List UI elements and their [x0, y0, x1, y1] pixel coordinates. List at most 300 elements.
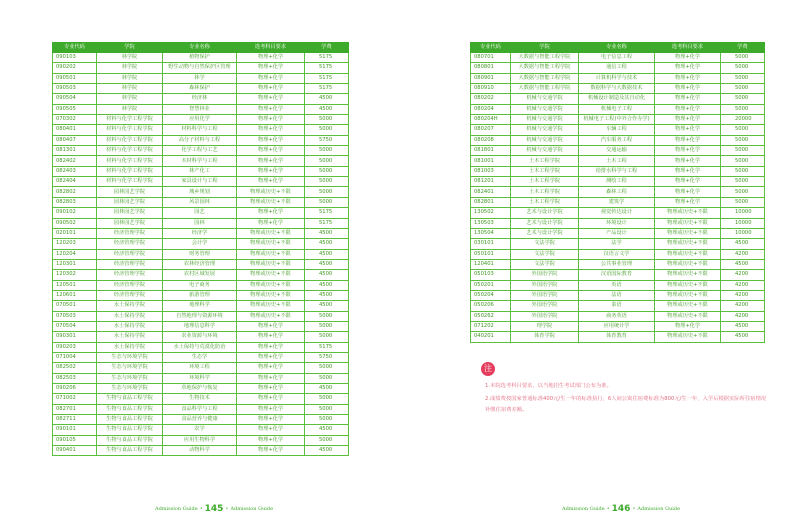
cell-subjects: 物理+化学: [237, 166, 305, 176]
cell-fee: 5000: [721, 156, 765, 166]
cell-subjects: 物理+化学: [237, 415, 305, 425]
cell-fee: 5000: [305, 363, 349, 373]
cell-subjects: 物理+化学: [237, 404, 305, 414]
cell-major: 通信工程: [579, 63, 655, 73]
cell-code: 070503: [53, 311, 97, 321]
table-row: [53, 197, 349, 207]
cell-major: 应用生物科学: [163, 435, 237, 445]
cell-college: 园林园艺学院: [97, 208, 163, 218]
table-row: [471, 332, 765, 342]
table-row: [53, 259, 349, 269]
cell-fee: 5750: [305, 135, 349, 145]
cell-college: 艺术与设计学院: [511, 228, 579, 238]
cell-code: 090505: [53, 104, 97, 114]
cell-college: 机械与交通学院: [511, 125, 579, 135]
cell-code: 080204: [471, 104, 511, 114]
cell-fee: 4500: [305, 446, 349, 456]
page-number: 146: [611, 504, 631, 514]
cell-code: 090105: [53, 435, 97, 445]
table-header-row: [471, 43, 765, 53]
cell-code: 090502: [53, 218, 97, 228]
cell-subjects: 物理+化学: [655, 53, 721, 63]
table-row: [471, 115, 765, 125]
table-row: [471, 177, 765, 187]
cell-subjects: 物理+化学: [237, 63, 305, 73]
cell-subjects: 物理或历史+不限: [655, 280, 721, 290]
cell-code: 070504: [53, 321, 97, 331]
cell-fee: 5000: [305, 321, 349, 331]
cell-code: 080207: [471, 125, 511, 135]
cell-major: 生物技术: [163, 394, 237, 404]
cell-college: 机械与交通学院: [511, 94, 579, 104]
cell-major: 野生动物与自然保护区管理: [163, 63, 237, 73]
cell-major: 自然地理与资源环境: [163, 311, 237, 321]
table-row: [53, 228, 349, 238]
cell-code: 030101: [471, 239, 511, 249]
cell-fee: 5000: [305, 197, 349, 207]
cell-code: 120204: [53, 249, 97, 259]
cell-college: 材料与化学工程学院: [97, 146, 163, 156]
cell-college: 林学院: [97, 104, 163, 114]
cell-code: 081301: [53, 146, 97, 156]
cell-major: 材料科学与工程: [163, 125, 237, 135]
cell-major: 风景园林: [163, 197, 237, 207]
cell-code: 082502: [53, 363, 97, 373]
cell-major: 公共事业管理: [579, 259, 655, 269]
cell-college: 林学院: [97, 63, 163, 73]
table-row: [53, 73, 349, 83]
cell-subjects: 物理+化学: [237, 373, 305, 383]
page-footer-146: Admission Guide • 146 • Admission Guide: [562, 504, 681, 514]
cell-college: 生态与环境学院: [97, 363, 163, 373]
table-row: [471, 259, 765, 269]
cell-college: 大数据与智能工程学院: [511, 84, 579, 94]
cell-code: 070302: [53, 115, 97, 125]
left-majors-table: [52, 42, 349, 456]
cell-fee: 10000: [721, 218, 765, 228]
cell-code: 071202: [471, 321, 511, 331]
cell-college: 大数据与智能工程学院: [511, 63, 579, 73]
cell-college: 材料与化学工程学院: [97, 115, 163, 125]
cell-major: 应用统计学: [579, 321, 655, 331]
cell-college: 土木工程学院: [511, 187, 579, 197]
cell-major: 给排水科学与工程: [579, 166, 655, 176]
table-row: [471, 104, 765, 114]
cell-subjects: 物理+化学: [237, 435, 305, 445]
cell-code: 120501: [53, 280, 97, 290]
cell-college: 材料与化学工程学院: [97, 125, 163, 135]
cell-subjects: 物理+化学: [655, 94, 721, 104]
cell-fee: 5000: [721, 146, 765, 156]
cell-fee: 5175: [305, 208, 349, 218]
cell-code: 090501: [53, 73, 97, 83]
note-icon: 注: [481, 362, 495, 376]
cell-code: 090103: [53, 53, 97, 63]
cell-college: 材料与化学工程学院: [97, 177, 163, 187]
cell-major: 机械电子工程(中外合作办学): [579, 115, 655, 125]
cell-major: 经济林: [163, 94, 237, 104]
cell-college: 林学院: [97, 94, 163, 104]
table-row: [471, 249, 765, 259]
table-row: [471, 270, 765, 280]
table-row: [471, 197, 765, 207]
table-row: [53, 239, 349, 249]
cell-major: 森林工程: [579, 187, 655, 197]
table-row: [471, 146, 765, 156]
cell-subjects: 物理+化学: [237, 135, 305, 145]
cell-major: 旅游管理: [163, 290, 237, 300]
table-row: [471, 156, 765, 166]
header-fee: 学费: [305, 43, 349, 53]
cell-major: 数据科学与大数据技术: [579, 84, 655, 94]
cell-major: 农村区域发展: [163, 270, 237, 280]
cell-college: 生物与食品工程学院: [97, 425, 163, 435]
cell-code: 090401: [53, 446, 97, 456]
cell-code: 081201: [471, 177, 511, 187]
cell-subjects: 物理+化学: [237, 425, 305, 435]
cell-college: 机械与交通学院: [511, 115, 579, 125]
cell-subjects: 物理+化学: [655, 135, 721, 145]
cell-fee: 4200: [721, 270, 765, 280]
table-row: [53, 146, 349, 156]
table-row: [53, 135, 349, 145]
cell-college: 机械与交通学院: [511, 104, 579, 114]
cell-major: 食品营养与健康: [163, 415, 237, 425]
table-row: [53, 446, 349, 456]
header-code: 专业代码: [53, 43, 97, 53]
cell-subjects: 物理+化学: [237, 104, 305, 114]
right-majors-table: [470, 42, 765, 343]
cell-subjects: 物理或历史+不限: [237, 187, 305, 197]
cell-fee: 5750: [305, 352, 349, 362]
cell-major: 机械电子工程: [579, 104, 655, 114]
cell-major: 农业资源与环境: [163, 332, 237, 342]
cell-subjects: 物理+化学: [655, 177, 721, 187]
cell-college: 材料与化学工程学院: [97, 166, 163, 176]
cell-code: 050103: [471, 270, 511, 280]
cell-subjects: 物理+化学: [237, 342, 305, 352]
cell-code: 130502: [471, 208, 511, 218]
cell-fee: 4500: [305, 384, 349, 394]
cell-college: 生物与食品工程学院: [97, 415, 163, 425]
cell-fee: 5175: [305, 218, 349, 228]
cell-code: 081801: [471, 146, 511, 156]
table-row: [53, 177, 349, 187]
table-row: [53, 332, 349, 342]
header-major: 专业名称: [163, 43, 237, 53]
cell-subjects: 物理或历史+不限: [655, 301, 721, 311]
cell-fee: 5000: [721, 63, 765, 73]
cell-major: 植物保护: [163, 53, 237, 63]
right-page: [400, 0, 800, 520]
table-row: [53, 352, 349, 362]
cell-fee: 4500: [305, 280, 349, 290]
cell-fee: 5000: [721, 187, 765, 197]
table-row: [471, 187, 765, 197]
cell-college: 体育学院: [511, 332, 579, 342]
cell-subjects: 物理+化学: [237, 394, 305, 404]
cell-subjects: 物理或历史+不限: [655, 228, 721, 238]
cell-code: 120301: [53, 259, 97, 269]
cell-college: 园林园艺学院: [97, 197, 163, 207]
cell-major: 园艺: [163, 208, 237, 218]
cell-code: 082701: [53, 404, 97, 414]
cell-subjects: 物理或历史+不限: [237, 290, 305, 300]
cell-code: 090504: [53, 94, 97, 104]
cell-code: 082711: [53, 415, 97, 425]
table-row: [53, 404, 349, 414]
cell-subjects: 物理+化学: [655, 321, 721, 331]
table-row: [53, 156, 349, 166]
cell-subjects: 物理+化学: [237, 321, 305, 331]
cell-college: 机械与交通学院: [511, 135, 579, 145]
cell-fee: 4500: [305, 104, 349, 114]
table-row: [53, 218, 349, 228]
cell-major: 土木工程: [579, 156, 655, 166]
cell-subjects: 物理+化学: [237, 332, 305, 342]
cell-college: 经济管理学院: [97, 290, 163, 300]
cell-code: 090301: [53, 332, 97, 342]
table-row: [471, 73, 765, 83]
cell-major: 产品设计: [579, 228, 655, 238]
cell-college: 土木工程学院: [511, 166, 579, 176]
cell-major: 英语: [579, 280, 655, 290]
note-line-1: 1.本院选考科目要求，以当地招生考试部门公布为准。: [485, 383, 612, 389]
cell-subjects: 物理+化学: [655, 84, 721, 94]
cell-subjects: 物理+化学: [237, 84, 305, 94]
cell-college: 文法学院: [511, 249, 579, 259]
table-row: [53, 94, 349, 104]
cell-subjects: 物理+化学: [237, 146, 305, 156]
cell-college: 水土保持学院: [97, 321, 163, 331]
cell-major: 建筑学: [579, 197, 655, 207]
cell-fee: 5000: [305, 166, 349, 176]
cell-code: 082403: [53, 166, 97, 176]
cell-fee: 5000: [305, 146, 349, 156]
table-row: [53, 311, 349, 321]
cell-code: 090203: [53, 342, 97, 352]
cell-college: 经济管理学院: [97, 280, 163, 290]
table-row: [53, 84, 349, 94]
cell-college: 经济管理学院: [97, 249, 163, 259]
cell-college: 水土保持学院: [97, 301, 163, 311]
table-row: [53, 208, 349, 218]
table-row: [471, 239, 765, 249]
cell-subjects: 物理或历史+不限: [237, 301, 305, 311]
cell-subjects: 物理或历史+不限: [237, 197, 305, 207]
cell-major: 动物科学: [163, 446, 237, 456]
cell-major: 汽车服务工程: [579, 135, 655, 145]
cell-subjects: 物理+化学: [237, 208, 305, 218]
cell-fee: 5000: [721, 197, 765, 207]
cell-code: 080401: [53, 125, 97, 135]
cell-code: 120601: [53, 290, 97, 300]
cell-fee: 5000: [721, 73, 765, 83]
cell-fee: 5000: [721, 166, 765, 176]
table-row: [471, 125, 765, 135]
cell-college: 水土保持学院: [97, 342, 163, 352]
table-row: [471, 218, 765, 228]
cell-major: 城乡规划: [163, 187, 237, 197]
cell-major: 车辆工程: [579, 125, 655, 135]
cell-subjects: 物理或历史+不限: [237, 228, 305, 238]
table-row: [53, 115, 349, 125]
cell-subjects: 物理+化学: [237, 94, 305, 104]
cell-college: 生物与食品工程学院: [97, 404, 163, 414]
cell-college: 林学院: [97, 53, 163, 63]
cell-subjects: 物理+化学: [655, 197, 721, 207]
cell-major: 林学: [163, 73, 237, 83]
cell-subjects: 物理或历史+不限: [655, 218, 721, 228]
cell-code: 080204H: [471, 115, 511, 125]
cell-major: 电子信息工程: [579, 53, 655, 63]
cell-major: 草地保护与恢复: [163, 384, 237, 394]
cell-fee: 4500: [305, 270, 349, 280]
header-subjects: 选考科目要求: [237, 43, 305, 53]
cell-college: 文法学院: [511, 259, 579, 269]
cell-college: 外国语学院: [511, 301, 579, 311]
cell-college: 林学院: [97, 73, 163, 83]
page-footer-145: Admission Guide • 145 • Admission Guide: [155, 504, 274, 514]
cell-college: 经济管理学院: [97, 259, 163, 269]
table-row: [53, 384, 349, 394]
cell-major: 电子商务: [163, 280, 237, 290]
cell-subjects: 物理+化学: [655, 166, 721, 176]
cell-major: 家具设计与工程: [163, 177, 237, 187]
cell-major: 木材科学与工程: [163, 156, 237, 166]
cell-fee: 4500: [305, 94, 349, 104]
cell-fee: 5000: [721, 84, 765, 94]
table-row: [471, 301, 765, 311]
cell-fee: 4500: [305, 249, 349, 259]
cell-college: 外国语学院: [511, 270, 579, 280]
table-row: [53, 435, 349, 445]
cell-fee: 5000: [721, 104, 765, 114]
cell-fee: 4500: [305, 290, 349, 300]
footer-guide-text: Admission Guide: [155, 506, 198, 512]
cell-subjects: 物理+化学: [237, 384, 305, 394]
cell-major: 食品科学与工程: [163, 404, 237, 414]
table-row: [471, 53, 765, 63]
cell-subjects: 物理+化学: [655, 73, 721, 83]
cell-subjects: 物理或历史+不限: [655, 239, 721, 249]
table-row: [53, 342, 349, 352]
cell-code: 080208: [471, 135, 511, 145]
table-row: [53, 187, 349, 197]
table-row: [53, 270, 349, 280]
note-line-2: 2.成绩费按国家普通标准400元/生一年的标准执行，6人间公寓住宿费标准为800元/生一年，入学后根据实际所住宿情况补缴住宿费差额。: [485, 396, 767, 413]
cell-fee: 5000: [305, 394, 349, 404]
cell-subjects: 物理或历史+不限: [237, 259, 305, 269]
cell-fee: 5000: [721, 125, 765, 135]
cell-subjects: 物理+化学: [655, 187, 721, 197]
table-row: [53, 249, 349, 259]
cell-subjects: 物理或历史+不限: [655, 270, 721, 280]
cell-college: 生态与环境学院: [97, 373, 163, 383]
cell-college: 生物与食品工程学院: [97, 435, 163, 445]
cell-college: 机械与交通学院: [511, 146, 579, 156]
cell-major: 汉语国际教育: [579, 270, 655, 280]
table-row: [471, 321, 765, 331]
footer-guide-text: Admission Guide: [637, 506, 681, 512]
cell-code: 071002: [53, 394, 97, 404]
cell-code: 120302: [53, 270, 97, 280]
cell-major: 汉语言文学: [579, 249, 655, 259]
cell-fee: 4200: [721, 301, 765, 311]
cell-code: 050201: [471, 280, 511, 290]
cell-fee: 5000: [721, 53, 765, 63]
table-row: [53, 321, 349, 331]
cell-code: 090102: [53, 208, 97, 218]
cell-college: 园林园艺学院: [97, 218, 163, 228]
cell-code: 080801: [471, 63, 511, 73]
cell-fee: 4200: [721, 311, 765, 321]
table-row: [471, 280, 765, 290]
footer-guide-text: Admission Guide: [230, 506, 274, 512]
cell-major: 商务英语: [579, 311, 655, 321]
cell-fee: 5175: [305, 84, 349, 94]
cell-subjects: 物理+化学: [655, 63, 721, 73]
cell-college: 文法学院: [511, 239, 579, 249]
cell-fee: 4200: [721, 290, 765, 300]
cell-fee: 5000: [305, 187, 349, 197]
table-row: [53, 425, 349, 435]
cell-college: 外国语学院: [511, 311, 579, 321]
cell-code: 082402: [53, 156, 97, 166]
cell-code: 082801: [471, 197, 511, 207]
cell-fee: 5000: [305, 311, 349, 321]
cell-fee: 5000: [721, 94, 765, 104]
cell-fee: 4500: [721, 321, 765, 331]
cell-code: 080901: [471, 73, 511, 83]
cell-code: 080701: [471, 53, 511, 63]
cell-college: 水土保持学院: [97, 332, 163, 342]
cell-fee: 20000: [721, 115, 765, 125]
cell-code: 081003: [471, 166, 511, 176]
cell-fee: 5000: [305, 156, 349, 166]
cell-fee: 4500: [305, 301, 349, 311]
cell-college: 艺术与设计学院: [511, 218, 579, 228]
cell-college: 艺术与设计学院: [511, 208, 579, 218]
cell-code: 080202: [471, 94, 511, 104]
cell-fee: 5000: [721, 135, 765, 145]
table-row: [53, 104, 349, 114]
cell-code: 050204: [471, 290, 511, 300]
cell-fee: 4500: [305, 259, 349, 269]
header-college: 学院: [511, 43, 579, 53]
cell-subjects: 物理或历史+不限: [237, 280, 305, 290]
cell-fee: 5000: [305, 177, 349, 187]
cell-subjects: 物理+化学: [655, 125, 721, 135]
table-row: [471, 84, 765, 94]
cell-subjects: 物理或历史+不限: [237, 311, 305, 321]
table-row: [471, 63, 765, 73]
cell-major: 智慧林业: [163, 104, 237, 114]
table-row: [53, 290, 349, 300]
table-row: [471, 228, 765, 238]
cell-college: 外国语学院: [511, 280, 579, 290]
cell-major: 环境工程: [163, 363, 237, 373]
cell-college: 大数据与智能工程学院: [511, 53, 579, 63]
cell-subjects: 物理或历史+不限: [655, 290, 721, 300]
cell-code: 050262: [471, 311, 511, 321]
cell-fee: 5000: [305, 404, 349, 414]
cell-college: 生物与食品工程学院: [97, 446, 163, 456]
cell-subjects: 物理或历史+不限: [655, 249, 721, 259]
cell-code: 130504: [471, 228, 511, 238]
cell-major: 高分子材料与工程: [163, 135, 237, 145]
table-row: [53, 394, 349, 404]
